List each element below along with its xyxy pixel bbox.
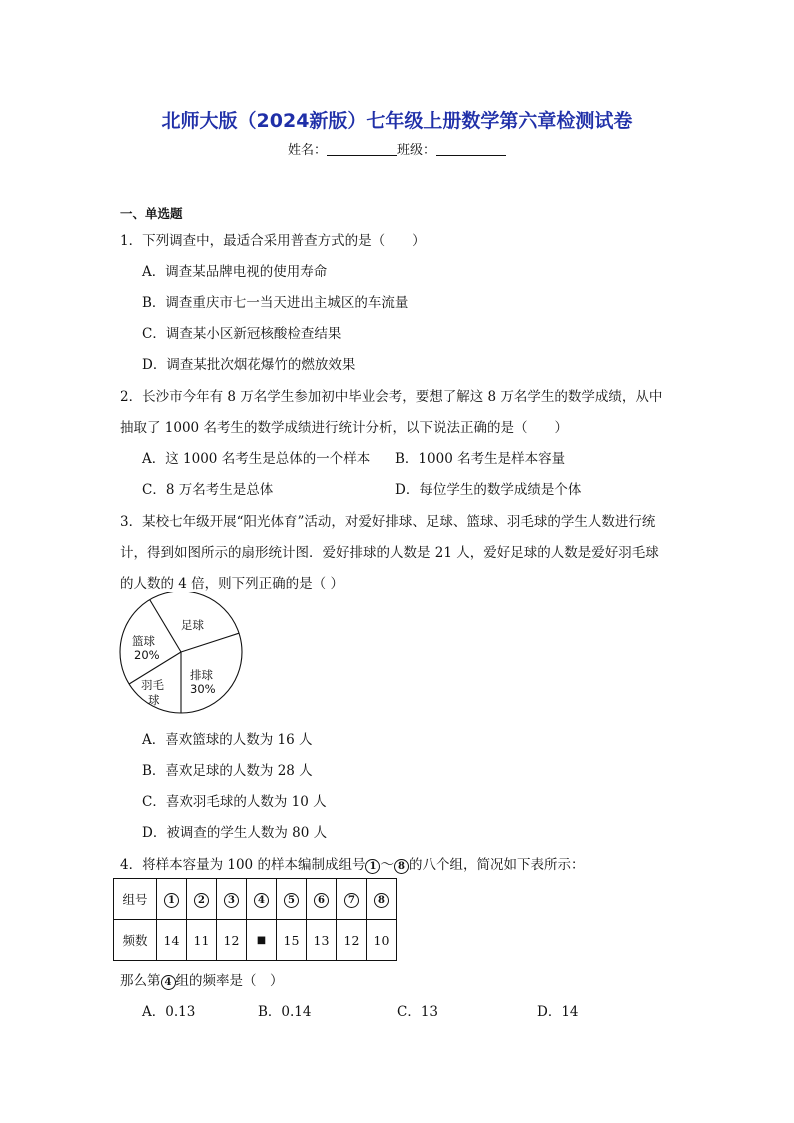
- question-4-stem-suffix: 的八个组，简况如下表所示：: [408, 857, 585, 873]
- question-1-option-b: B．调查重庆市七一当天进出主城区的车流量: [142, 295, 409, 311]
- question-4-stem: [120, 853, 584, 874]
- question-3-option-d: D．被调查的学生人数为 80 人: [142, 825, 328, 841]
- class-blank[interactable]: [436, 141, 506, 156]
- question-4-option-d: D．14: [537, 1004, 579, 1020]
- table-row-group: [114, 879, 397, 920]
- question-3-stem-line-1: 3．某校七年级开展“阳光体育”活动，对爱好排球、足球、篮球、羽毛球的学生人数进行统: [120, 514, 656, 530]
- question-4-followup-prefix: 那么第: [120, 973, 161, 989]
- table-cell-group: [247, 879, 277, 920]
- question-2-stem-line-2: 抽取了 1000 名考生的数学成绩进行统计分析，以下说法正确的是（ ）: [120, 420, 568, 436]
- circled-number-6: 6: [314, 893, 329, 908]
- table-cell-frequency: 12: [337, 920, 367, 961]
- question-3-option-a: A．喜欢篮球的人数为 16 人: [142, 732, 313, 748]
- pie-label-volleyball: 排球: [190, 668, 213, 682]
- table-cell-group: [187, 879, 217, 920]
- frequency-table: [113, 878, 397, 961]
- table-header-frequency: 频数: [114, 920, 157, 961]
- question-1-option-c: C．调查某小区新冠核酸检查结果: [142, 326, 342, 342]
- table-cell-group: [217, 879, 247, 920]
- section-title: 一、单选题: [120, 206, 183, 221]
- question-2-stem-line-1: 2．长沙市今年有 8 万名学生参加初中毕业会考，要想了解这 8 万名学生的数学成绩，从中: [120, 389, 663, 405]
- question-3-stem-line-2: 计，得到如图所示的扇形统计图．爱好排球的人数是 21 人，爱好足球的人数是爱好羽毛球: [120, 545, 659, 561]
- question-4-option-a: A．0.13: [142, 1004, 196, 1020]
- question-3-stem-line-3: 的人数的 4 倍，则下列正确的是（ ）: [120, 576, 344, 592]
- circled-number-2: 2: [194, 893, 209, 908]
- question-4-followup: [120, 969, 284, 990]
- name-blank[interactable]: [327, 141, 397, 156]
- question-2-option-d: D．每位学生的数学成绩是个体: [395, 482, 582, 498]
- page-title: 北师大版（2024新版）七年级上册数学第六章检测试卷: [161, 110, 633, 132]
- question-1-option-a: A．调查某品牌电视的使用寿命: [142, 264, 328, 280]
- pie-divider: [181, 633, 239, 652]
- table-cell-frequency: 10: [367, 920, 397, 961]
- table-row-frequency: [114, 920, 397, 961]
- table-cell-frequency: 13: [307, 920, 337, 961]
- question-1-stem: 1．下列调查中，最适合采用普查方式的是（ ）: [120, 233, 426, 249]
- question-2-option-c: C．8 万名考生是总体: [142, 482, 274, 498]
- question-1-option-d: D．调查某批次烟花爆竹的燃放效果: [142, 357, 356, 373]
- name-label: 姓名：: [287, 143, 327, 158]
- table-cell-group: [367, 879, 397, 920]
- circled-number-8: 8: [374, 893, 389, 908]
- question-2-option-a: A．这 1000 名考生是总体的一个样本: [142, 451, 371, 467]
- table-cell-frequency-hidden: ■: [247, 920, 277, 961]
- pie-label-football: 足球: [181, 618, 204, 632]
- table-cell-group: [157, 879, 187, 920]
- pie-label-volleyball-pct: 30%: [190, 682, 216, 696]
- table-cell-frequency: 12: [217, 920, 247, 961]
- question-4-stem-tilde: ～: [380, 857, 394, 873]
- question-4-followup-suffix: 组的频率是（ ）: [175, 973, 284, 989]
- pie-label-basketball: 篮球: [132, 634, 155, 648]
- question-3-option-b: B．喜欢足球的人数为 28 人: [142, 763, 313, 779]
- circled-number-8: 8: [394, 859, 409, 874]
- table-cell-group: [277, 879, 307, 920]
- table-cell-frequency: 11: [187, 920, 217, 961]
- circled-number-3: 3: [224, 893, 239, 908]
- question-3-option-c: C．喜欢羽毛球的人数为 10 人: [142, 794, 327, 810]
- table-cell-group: [337, 879, 367, 920]
- circled-number-4: 4: [254, 893, 269, 908]
- circled-number-4: 4: [161, 975, 176, 990]
- question-4-stem-prefix: 4．将样本容量为 100 的样本编制成组号: [120, 857, 366, 873]
- table-header-group: 组号: [114, 879, 157, 920]
- question-4-option-c: C．13: [397, 1004, 439, 1020]
- pie-label-badminton: 羽毛: [141, 678, 164, 692]
- circled-number-1: 1: [164, 893, 179, 908]
- pie-label-basketball-pct: 20%: [134, 648, 160, 662]
- pie-label-badminton-2: 球: [148, 693, 160, 707]
- table-cell-group: [307, 879, 337, 920]
- class-label: 班级：: [397, 143, 437, 158]
- circled-number-7: 7: [344, 893, 359, 908]
- table-cell-frequency: 14: [157, 920, 187, 961]
- question-4-option-b: B．0.14: [258, 1004, 312, 1020]
- circled-number-5: 5: [284, 893, 299, 908]
- pie-figure: [115, 592, 250, 722]
- question-2-option-b: B．1000 名考生是样本容量: [395, 451, 566, 467]
- table-cell-frequency: 15: [277, 920, 307, 961]
- name-class-line: [0, 139, 794, 158]
- circled-number-1: 1: [365, 859, 380, 874]
